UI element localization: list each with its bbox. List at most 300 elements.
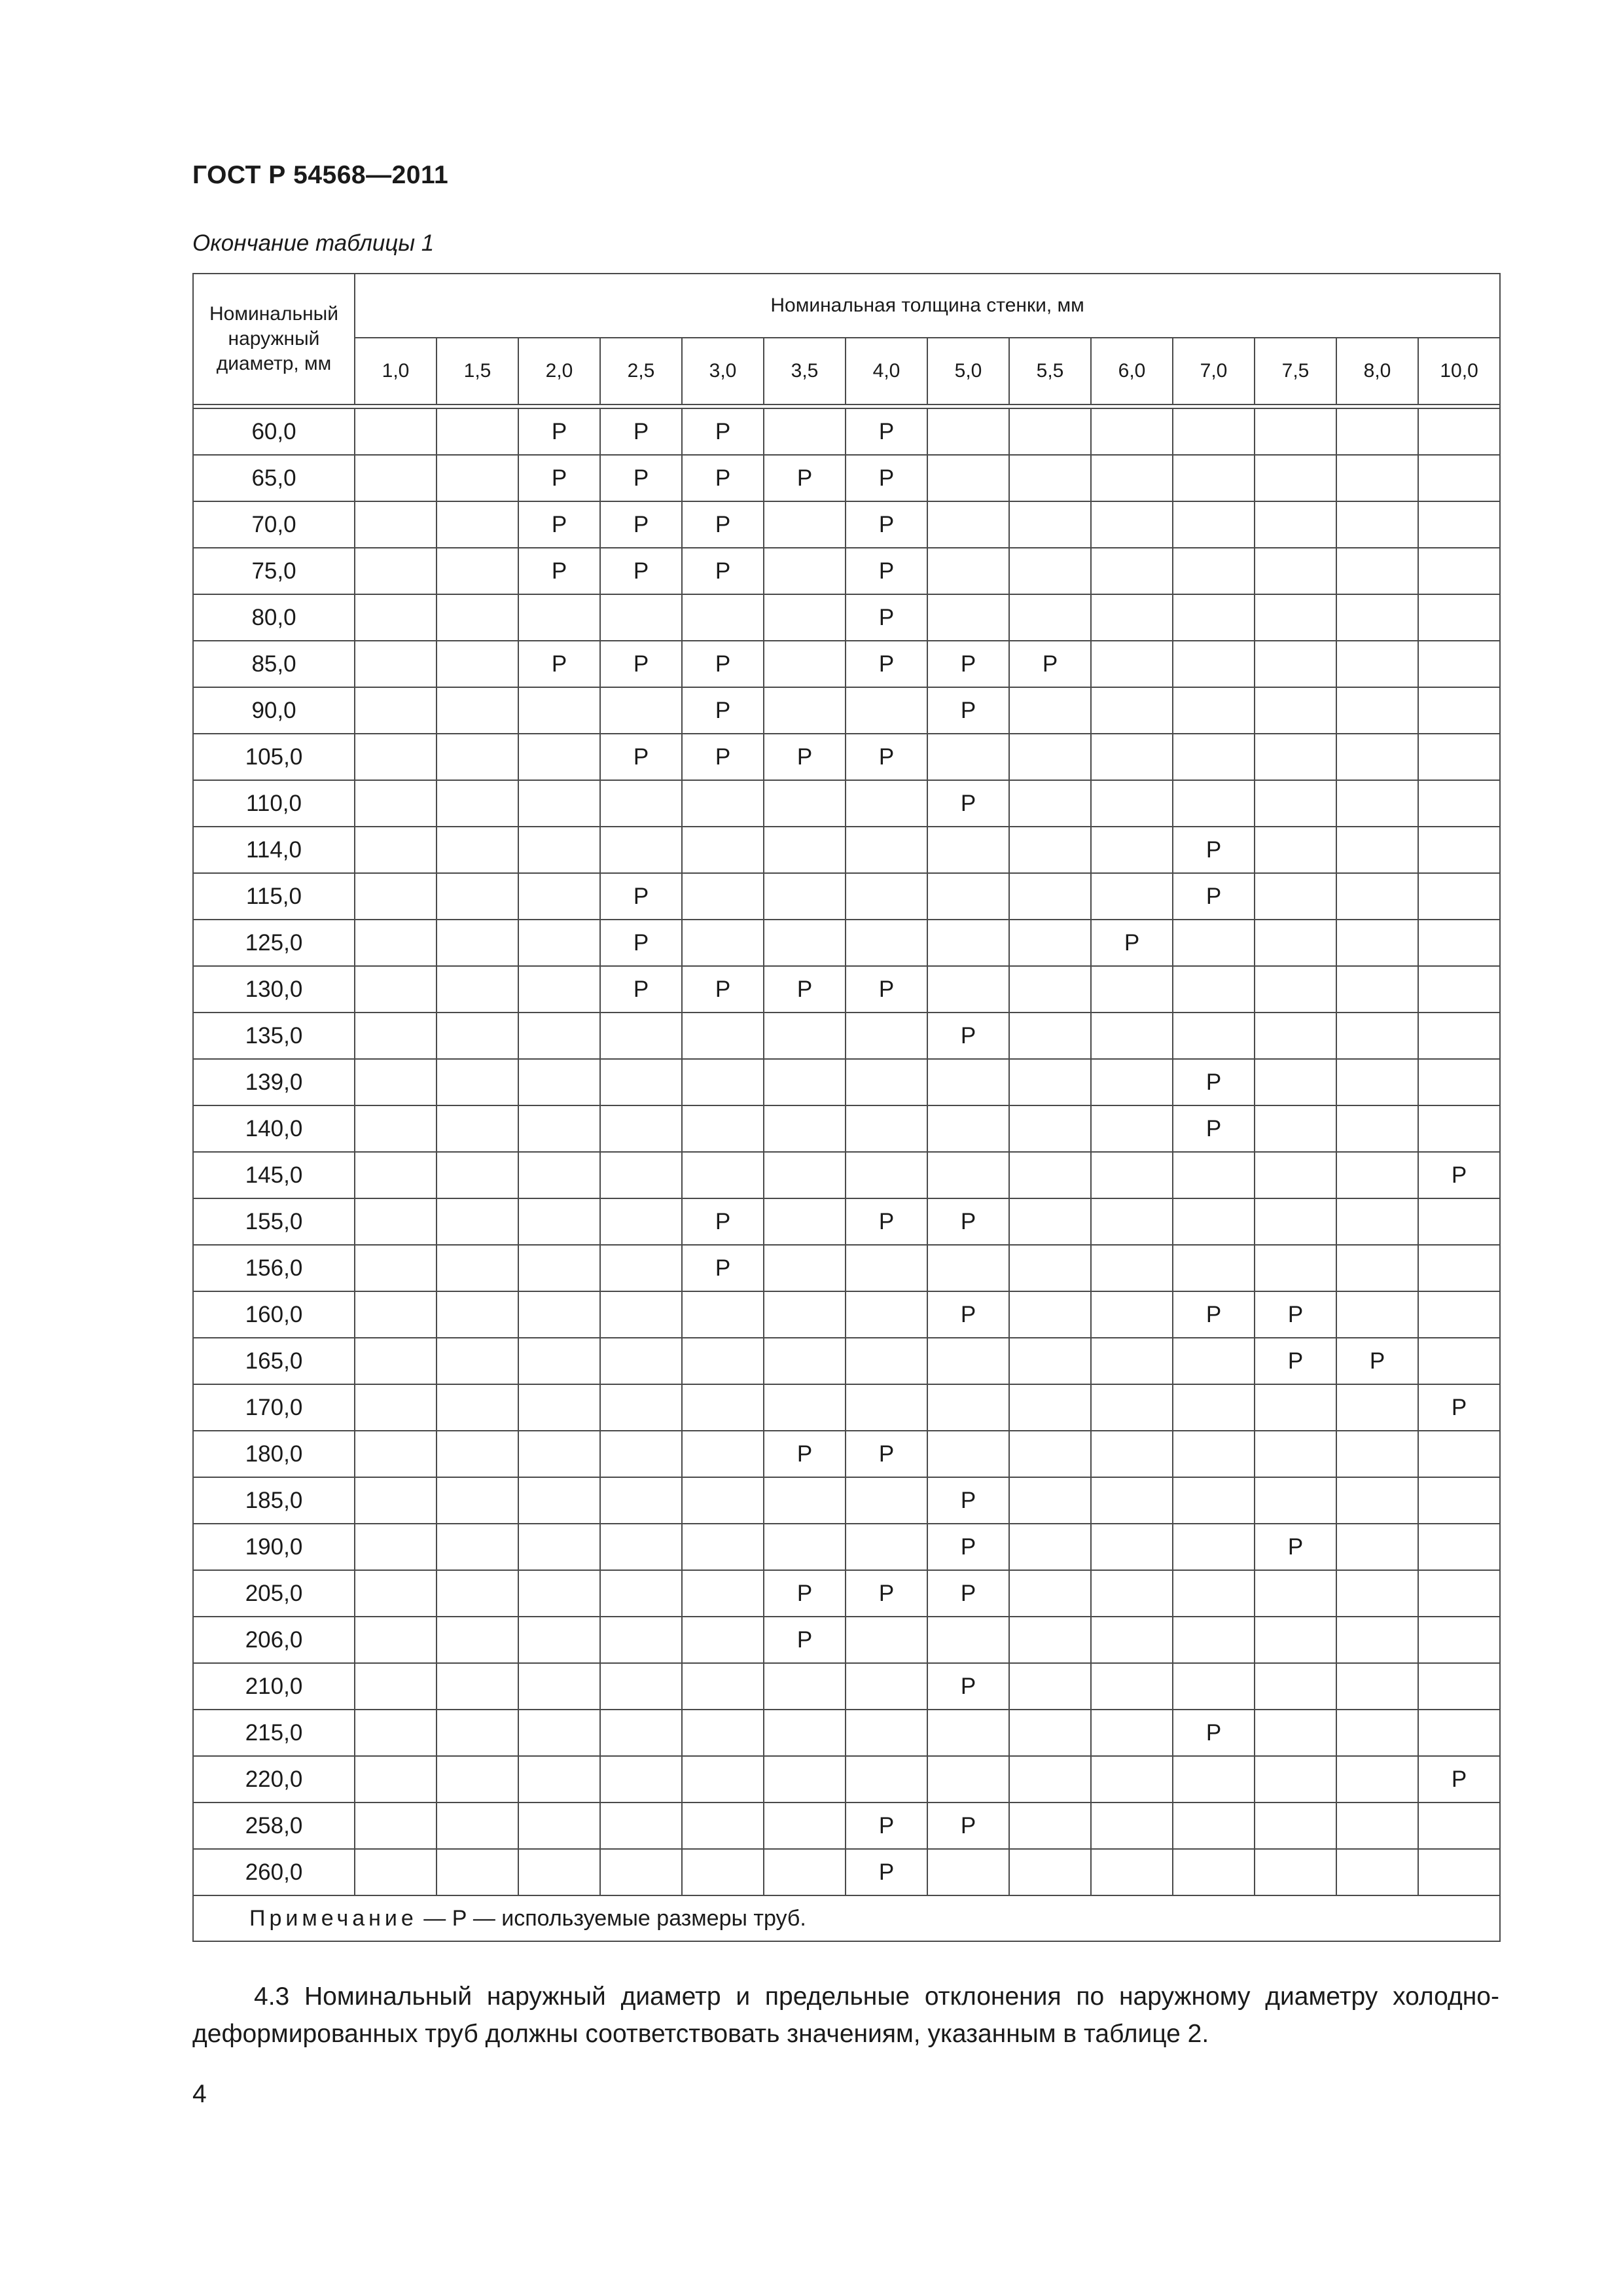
thickness-column-header: 1,5: [437, 338, 518, 404]
size-mark-cell: [518, 687, 600, 734]
size-mark-cell: [1009, 1477, 1091, 1524]
size-mark-cell: P: [600, 455, 682, 501]
diameter-cell: 156,0: [193, 1245, 355, 1291]
size-mark-cell: P: [927, 1570, 1009, 1617]
size-mark-cell: [1336, 780, 1418, 827]
size-mark-cell: [518, 1338, 600, 1384]
size-mark-cell: [1336, 1198, 1418, 1245]
size-mark-cell: [927, 734, 1009, 780]
size-mark-cell: [437, 827, 518, 873]
note-label: Примечание: [249, 1905, 418, 1931]
size-mark-cell: [600, 1198, 682, 1245]
size-mark-cell: [355, 548, 437, 594]
size-mark-cell: [1255, 687, 1336, 734]
size-mark-cell: [1255, 827, 1336, 873]
thickness-column-header: 3,0: [682, 338, 764, 404]
size-mark-cell: P: [846, 501, 927, 548]
size-mark-cell: [1009, 1291, 1091, 1338]
table-row: [193, 1245, 1500, 1291]
size-mark-cell: [682, 920, 764, 966]
size-mark-cell: [927, 827, 1009, 873]
table-row: [193, 1013, 1500, 1059]
paragraph-number: 4.3: [254, 1982, 290, 2011]
thickness-column-header: 5,0: [927, 338, 1009, 404]
size-mark-cell: [355, 734, 437, 780]
table-row: [193, 1431, 1500, 1477]
size-mark-cell: [764, 1291, 846, 1338]
size-mark-cell: P: [1418, 1756, 1500, 1803]
size-mark-cell: [764, 1756, 846, 1803]
size-mark-cell: [1255, 1710, 1336, 1756]
size-mark-cell: [1009, 827, 1091, 873]
size-mark-cell: [846, 1756, 927, 1803]
size-mark-cell: [1091, 734, 1173, 780]
size-mark-cell: [1091, 1524, 1173, 1570]
size-mark-cell: [1009, 455, 1091, 501]
size-mark-cell: [682, 827, 764, 873]
size-mark-cell: [437, 1663, 518, 1710]
size-mark-cell: [1418, 1245, 1500, 1291]
size-mark-cell: [355, 1524, 437, 1570]
size-mark-cell: P: [927, 1524, 1009, 1570]
size-mark-cell: [846, 1384, 927, 1431]
size-mark-cell: [1091, 1431, 1173, 1477]
size-mark-cell: [1009, 966, 1091, 1013]
diameter-cell: 105,0: [193, 734, 355, 780]
size-mark-cell: [518, 1198, 600, 1245]
size-mark-cell: P: [600, 966, 682, 1013]
size-mark-cell: P: [927, 1663, 1009, 1710]
size-mark-cell: [355, 1338, 437, 1384]
size-mark-cell: [518, 1617, 600, 1663]
size-mark-cell: [1009, 687, 1091, 734]
size-mark-cell: P: [846, 594, 927, 641]
size-mark-cell: [1418, 734, 1500, 780]
table-row: [193, 1617, 1500, 1663]
size-mark-cell: [1255, 920, 1336, 966]
size-mark-cell: P: [1173, 1105, 1255, 1152]
size-mark-cell: [682, 1152, 764, 1198]
size-mark-cell: P: [682, 501, 764, 548]
size-mark-cell: [600, 1431, 682, 1477]
thickness-column-header: 3,5: [764, 338, 846, 404]
diameter-cell: 70,0: [193, 501, 355, 548]
size-mark-cell: [927, 920, 1009, 966]
size-mark-cell: [437, 1849, 518, 1895]
size-mark-cell: [1173, 1756, 1255, 1803]
size-mark-cell: [1173, 1803, 1255, 1849]
size-mark-cell: [1418, 1013, 1500, 1059]
size-mark-cell: [927, 1710, 1009, 1756]
size-mark-cell: [437, 873, 518, 920]
size-mark-cell: [1009, 1059, 1091, 1105]
size-mark-cell: [1009, 1152, 1091, 1198]
table-row: [193, 1059, 1500, 1105]
size-mark-cell: [1255, 548, 1336, 594]
size-mark-cell: [1418, 501, 1500, 548]
size-mark-cell: [1091, 1384, 1173, 1431]
size-mark-cell: [764, 687, 846, 734]
size-mark-cell: [518, 1756, 600, 1803]
size-mark-cell: [1091, 1803, 1173, 1849]
size-mark-cell: [1009, 1338, 1091, 1384]
size-mark-cell: [846, 1338, 927, 1384]
size-mark-cell: [846, 1105, 927, 1152]
size-mark-cell: [1009, 1524, 1091, 1570]
size-mark-cell: [1336, 1849, 1418, 1895]
size-mark-cell: [1418, 966, 1500, 1013]
size-mark-cell: P: [1173, 1059, 1255, 1105]
size-mark-cell: [355, 1803, 437, 1849]
size-mark-cell: [437, 408, 518, 455]
size-mark-cell: [1173, 920, 1255, 966]
size-mark-cell: [1173, 455, 1255, 501]
size-mark-cell: [1173, 1524, 1255, 1570]
size-mark-cell: [1336, 1245, 1418, 1291]
table-row: [193, 1803, 1500, 1849]
size-mark-cell: P: [846, 455, 927, 501]
size-mark-cell: [1255, 1198, 1336, 1245]
size-mark-cell: P: [518, 641, 600, 687]
size-mark-cell: [518, 1477, 600, 1524]
diameter-cell: 145,0: [193, 1152, 355, 1198]
size-mark-cell: [1091, 1059, 1173, 1105]
size-mark-cell: [518, 1663, 600, 1710]
size-mark-cell: [1091, 1663, 1173, 1710]
diameter-cell: 258,0: [193, 1803, 355, 1849]
size-mark-cell: [682, 1849, 764, 1895]
thickness-column-header: 6,0: [1091, 338, 1173, 404]
size-mark-cell: [518, 827, 600, 873]
size-mark-cell: [355, 641, 437, 687]
size-mark-cell: [764, 1477, 846, 1524]
size-mark-cell: [355, 1849, 437, 1895]
table-row: [193, 1849, 1500, 1895]
size-mark-cell: [600, 1152, 682, 1198]
size-mark-cell: [1336, 548, 1418, 594]
size-mark-cell: [1418, 1803, 1500, 1849]
size-mark-cell: [1336, 687, 1418, 734]
size-mark-cell: P: [1091, 920, 1173, 966]
size-mark-cell: [1173, 1198, 1255, 1245]
size-mark-cell: [846, 873, 927, 920]
size-mark-cell: P: [764, 966, 846, 1013]
size-mark-cell: [1336, 1013, 1418, 1059]
size-mark-cell: [518, 1431, 600, 1477]
size-mark-cell: [1091, 873, 1173, 920]
thickness-column-header: 5,5: [1009, 338, 1091, 404]
table-row: [193, 734, 1500, 780]
size-mark-cell: P: [1255, 1524, 1336, 1570]
size-mark-cell: P: [682, 455, 764, 501]
size-mark-cell: [1255, 1756, 1336, 1803]
size-mark-cell: [682, 1710, 764, 1756]
size-mark-cell: [1255, 408, 1336, 455]
size-mark-cell: [1173, 501, 1255, 548]
size-mark-cell: [518, 873, 600, 920]
size-mark-cell: P: [1173, 1291, 1255, 1338]
size-mark-cell: [764, 1384, 846, 1431]
size-mark-cell: [927, 501, 1009, 548]
thickness-column-header: 7,0: [1173, 338, 1255, 404]
size-mark-cell: P: [1255, 1291, 1336, 1338]
size-mark-cell: [437, 1756, 518, 1803]
size-mark-cell: [600, 1570, 682, 1617]
size-mark-cell: [355, 873, 437, 920]
size-mark-cell: [518, 1105, 600, 1152]
size-mark-cell: [518, 966, 600, 1013]
size-mark-cell: [927, 1756, 1009, 1803]
table-row: [193, 1570, 1500, 1617]
size-mark-cell: [1173, 1431, 1255, 1477]
size-mark-cell: [355, 1059, 437, 1105]
size-mark-cell: [355, 1617, 437, 1663]
size-mark-cell: [1255, 1013, 1336, 1059]
size-mark-cell: [1009, 1431, 1091, 1477]
size-mark-cell: [355, 1198, 437, 1245]
size-mark-cell: [1418, 548, 1500, 594]
size-mark-cell: [1009, 408, 1091, 455]
size-mark-cell: [846, 1663, 927, 1710]
size-mark-cell: [1173, 1152, 1255, 1198]
size-mark-cell: P: [764, 1570, 846, 1617]
table-row: [193, 1338, 1500, 1384]
size-mark-cell: [764, 1524, 846, 1570]
size-mark-cell: [518, 1524, 600, 1570]
size-mark-cell: P: [682, 548, 764, 594]
size-mark-cell: [600, 1059, 682, 1105]
size-mark-cell: [846, 1245, 927, 1291]
size-mark-cell: [355, 455, 437, 501]
size-mark-cell: [1009, 734, 1091, 780]
size-mark-cell: [1336, 408, 1418, 455]
diameter-cell: 170,0: [193, 1384, 355, 1431]
size-mark-cell: [1091, 1570, 1173, 1617]
size-mark-cell: [1336, 1059, 1418, 1105]
size-mark-cell: [1091, 501, 1173, 548]
size-mark-cell: [1418, 1710, 1500, 1756]
size-mark-cell: [437, 734, 518, 780]
size-mark-cell: [600, 1338, 682, 1384]
thickness-group-header: Номинальная толщина стенки, мм: [355, 274, 1500, 338]
size-mark-cell: [355, 1570, 437, 1617]
size-mark-cell: [1091, 548, 1173, 594]
size-mark-cell: [600, 1384, 682, 1431]
size-mark-cell: P: [518, 455, 600, 501]
size-mark-cell: [600, 687, 682, 734]
size-mark-cell: [682, 594, 764, 641]
size-mark-cell: P: [1173, 873, 1255, 920]
diameter-cell: 80,0: [193, 594, 355, 641]
size-mark-cell: [437, 1524, 518, 1570]
size-mark-cell: [437, 1245, 518, 1291]
size-mark-cell: [1255, 966, 1336, 1013]
size-mark-cell: [1091, 594, 1173, 641]
size-mark-cell: [846, 1710, 927, 1756]
size-mark-cell: [1418, 1663, 1500, 1710]
size-mark-cell: P: [927, 1291, 1009, 1338]
diameter-cell: 75,0: [193, 548, 355, 594]
size-mark-cell: [1418, 780, 1500, 827]
size-mark-cell: [1091, 1710, 1173, 1756]
size-mark-cell: [1173, 408, 1255, 455]
size-mark-cell: [927, 1105, 1009, 1152]
size-mark-cell: [846, 1524, 927, 1570]
size-mark-cell: [1336, 966, 1418, 1013]
page-number: 4: [192, 2080, 207, 2108]
size-mark-cell: [437, 1384, 518, 1431]
size-mark-cell: [437, 1059, 518, 1105]
size-mark-cell: [1173, 1384, 1255, 1431]
size-mark-cell: [355, 408, 437, 455]
document-header: ГОСТ Р 54568—2011: [192, 161, 449, 189]
size-mark-cell: [1009, 548, 1091, 594]
size-mark-cell: [1009, 1198, 1091, 1245]
size-mark-cell: P: [600, 548, 682, 594]
size-mark-cell: [682, 1338, 764, 1384]
diameter-cell: 165,0: [193, 1338, 355, 1384]
size-mark-cell: P: [682, 641, 764, 687]
thickness-column-header: 10,0: [1418, 338, 1500, 404]
size-mark-cell: [355, 966, 437, 1013]
size-mark-cell: [1173, 1617, 1255, 1663]
table-row: [193, 1152, 1500, 1198]
table-caption: Окончание таблицы 1: [192, 230, 435, 256]
size-mark-cell: [1255, 1152, 1336, 1198]
size-mark-cell: P: [1255, 1338, 1336, 1384]
size-mark-cell: [1336, 594, 1418, 641]
diameter-cell: 85,0: [193, 641, 355, 687]
size-mark-cell: [1255, 1105, 1336, 1152]
diameter-cell: 114,0: [193, 827, 355, 873]
size-mark-cell: [682, 1477, 764, 1524]
size-mark-cell: [1336, 827, 1418, 873]
size-mark-cell: P: [846, 1570, 927, 1617]
table-row: [193, 920, 1500, 966]
size-mark-cell: P: [600, 408, 682, 455]
diameter-cell: 110,0: [193, 780, 355, 827]
size-mark-cell: [1091, 1849, 1173, 1895]
size-mark-cell: P: [600, 501, 682, 548]
table-row: [193, 501, 1500, 548]
size-mark-cell: [1091, 1152, 1173, 1198]
size-mark-cell: [600, 1756, 682, 1803]
size-mark-cell: [1009, 1849, 1091, 1895]
table-row: [193, 687, 1500, 734]
size-mark-cell: [437, 1105, 518, 1152]
diameter-cell: 140,0: [193, 1105, 355, 1152]
size-mark-cell: [1255, 501, 1336, 548]
table-row: [193, 1524, 1500, 1570]
size-mark-cell: [1091, 455, 1173, 501]
size-mark-cell: [927, 1431, 1009, 1477]
size-mark-cell: [1173, 1245, 1255, 1291]
diameter-cell: 155,0: [193, 1198, 355, 1245]
size-mark-cell: [355, 1477, 437, 1524]
size-mark-cell: [1009, 1245, 1091, 1291]
size-mark-cell: P: [846, 734, 927, 780]
size-mark-cell: [764, 1849, 846, 1895]
size-mark-cell: P: [1009, 641, 1091, 687]
size-mark-cell: [518, 1152, 600, 1198]
size-mark-cell: [518, 1245, 600, 1291]
size-mark-cell: [600, 1710, 682, 1756]
size-mark-cell: [1336, 1524, 1418, 1570]
thickness-column-header: 7,5: [1255, 338, 1336, 404]
size-mark-cell: [518, 594, 600, 641]
size-mark-cell: [437, 548, 518, 594]
size-mark-cell: [518, 780, 600, 827]
diameter-cell: 60,0: [193, 408, 355, 455]
size-mark-cell: [927, 1245, 1009, 1291]
size-mark-cell: [1009, 1105, 1091, 1152]
diameter-cell: 210,0: [193, 1663, 355, 1710]
table-row: [193, 455, 1500, 501]
size-mark-cell: [1418, 687, 1500, 734]
size-mark-cell: [1418, 594, 1500, 641]
size-mark-cell: [1255, 1617, 1336, 1663]
size-mark-cell: [1091, 1105, 1173, 1152]
size-mark-cell: [764, 1152, 846, 1198]
size-mark-cell: [518, 1570, 600, 1617]
size-mark-cell: [764, 780, 846, 827]
size-mark-cell: P: [1418, 1152, 1500, 1198]
size-mark-cell: P: [518, 408, 600, 455]
size-mark-cell: [1336, 1105, 1418, 1152]
table-row: [193, 827, 1500, 873]
size-mark-cell: [1336, 1663, 1418, 1710]
size-mark-cell: [1173, 1013, 1255, 1059]
size-mark-cell: [437, 1617, 518, 1663]
size-mark-cell: [1255, 1803, 1336, 1849]
size-mark-cell: P: [600, 920, 682, 966]
size-mark-cell: [1173, 780, 1255, 827]
size-mark-cell: P: [927, 1198, 1009, 1245]
size-mark-cell: [600, 780, 682, 827]
size-mark-cell: P: [1336, 1338, 1418, 1384]
table-row: [193, 594, 1500, 641]
size-mark-cell: [764, 594, 846, 641]
size-mark-cell: [682, 1013, 764, 1059]
size-mark-cell: P: [927, 687, 1009, 734]
diameter-cell: 160,0: [193, 1291, 355, 1338]
size-mark-cell: [518, 734, 600, 780]
size-mark-cell: [764, 501, 846, 548]
table-row: [193, 408, 1500, 455]
size-mark-cell: [600, 1524, 682, 1570]
size-mark-cell: [1418, 920, 1500, 966]
size-mark-cell: [355, 827, 437, 873]
size-mark-cell: [1336, 1477, 1418, 1524]
size-mark-cell: [846, 920, 927, 966]
size-mark-cell: [1418, 827, 1500, 873]
size-mark-cell: [518, 1849, 600, 1895]
size-mark-cell: [682, 1803, 764, 1849]
size-mark-cell: [764, 1338, 846, 1384]
size-mark-cell: [927, 1338, 1009, 1384]
size-mark-cell: [846, 1013, 927, 1059]
size-mark-cell: P: [846, 548, 927, 594]
diameter-cell: 125,0: [193, 920, 355, 966]
table-row: [193, 548, 1500, 594]
size-mark-cell: [437, 687, 518, 734]
size-mark-cell: [846, 1059, 927, 1105]
diameter-cell: 130,0: [193, 966, 355, 1013]
size-mark-cell: [927, 455, 1009, 501]
size-mark-cell: P: [1418, 1384, 1500, 1431]
size-mark-cell: P: [682, 1198, 764, 1245]
size-mark-cell: [1173, 1338, 1255, 1384]
